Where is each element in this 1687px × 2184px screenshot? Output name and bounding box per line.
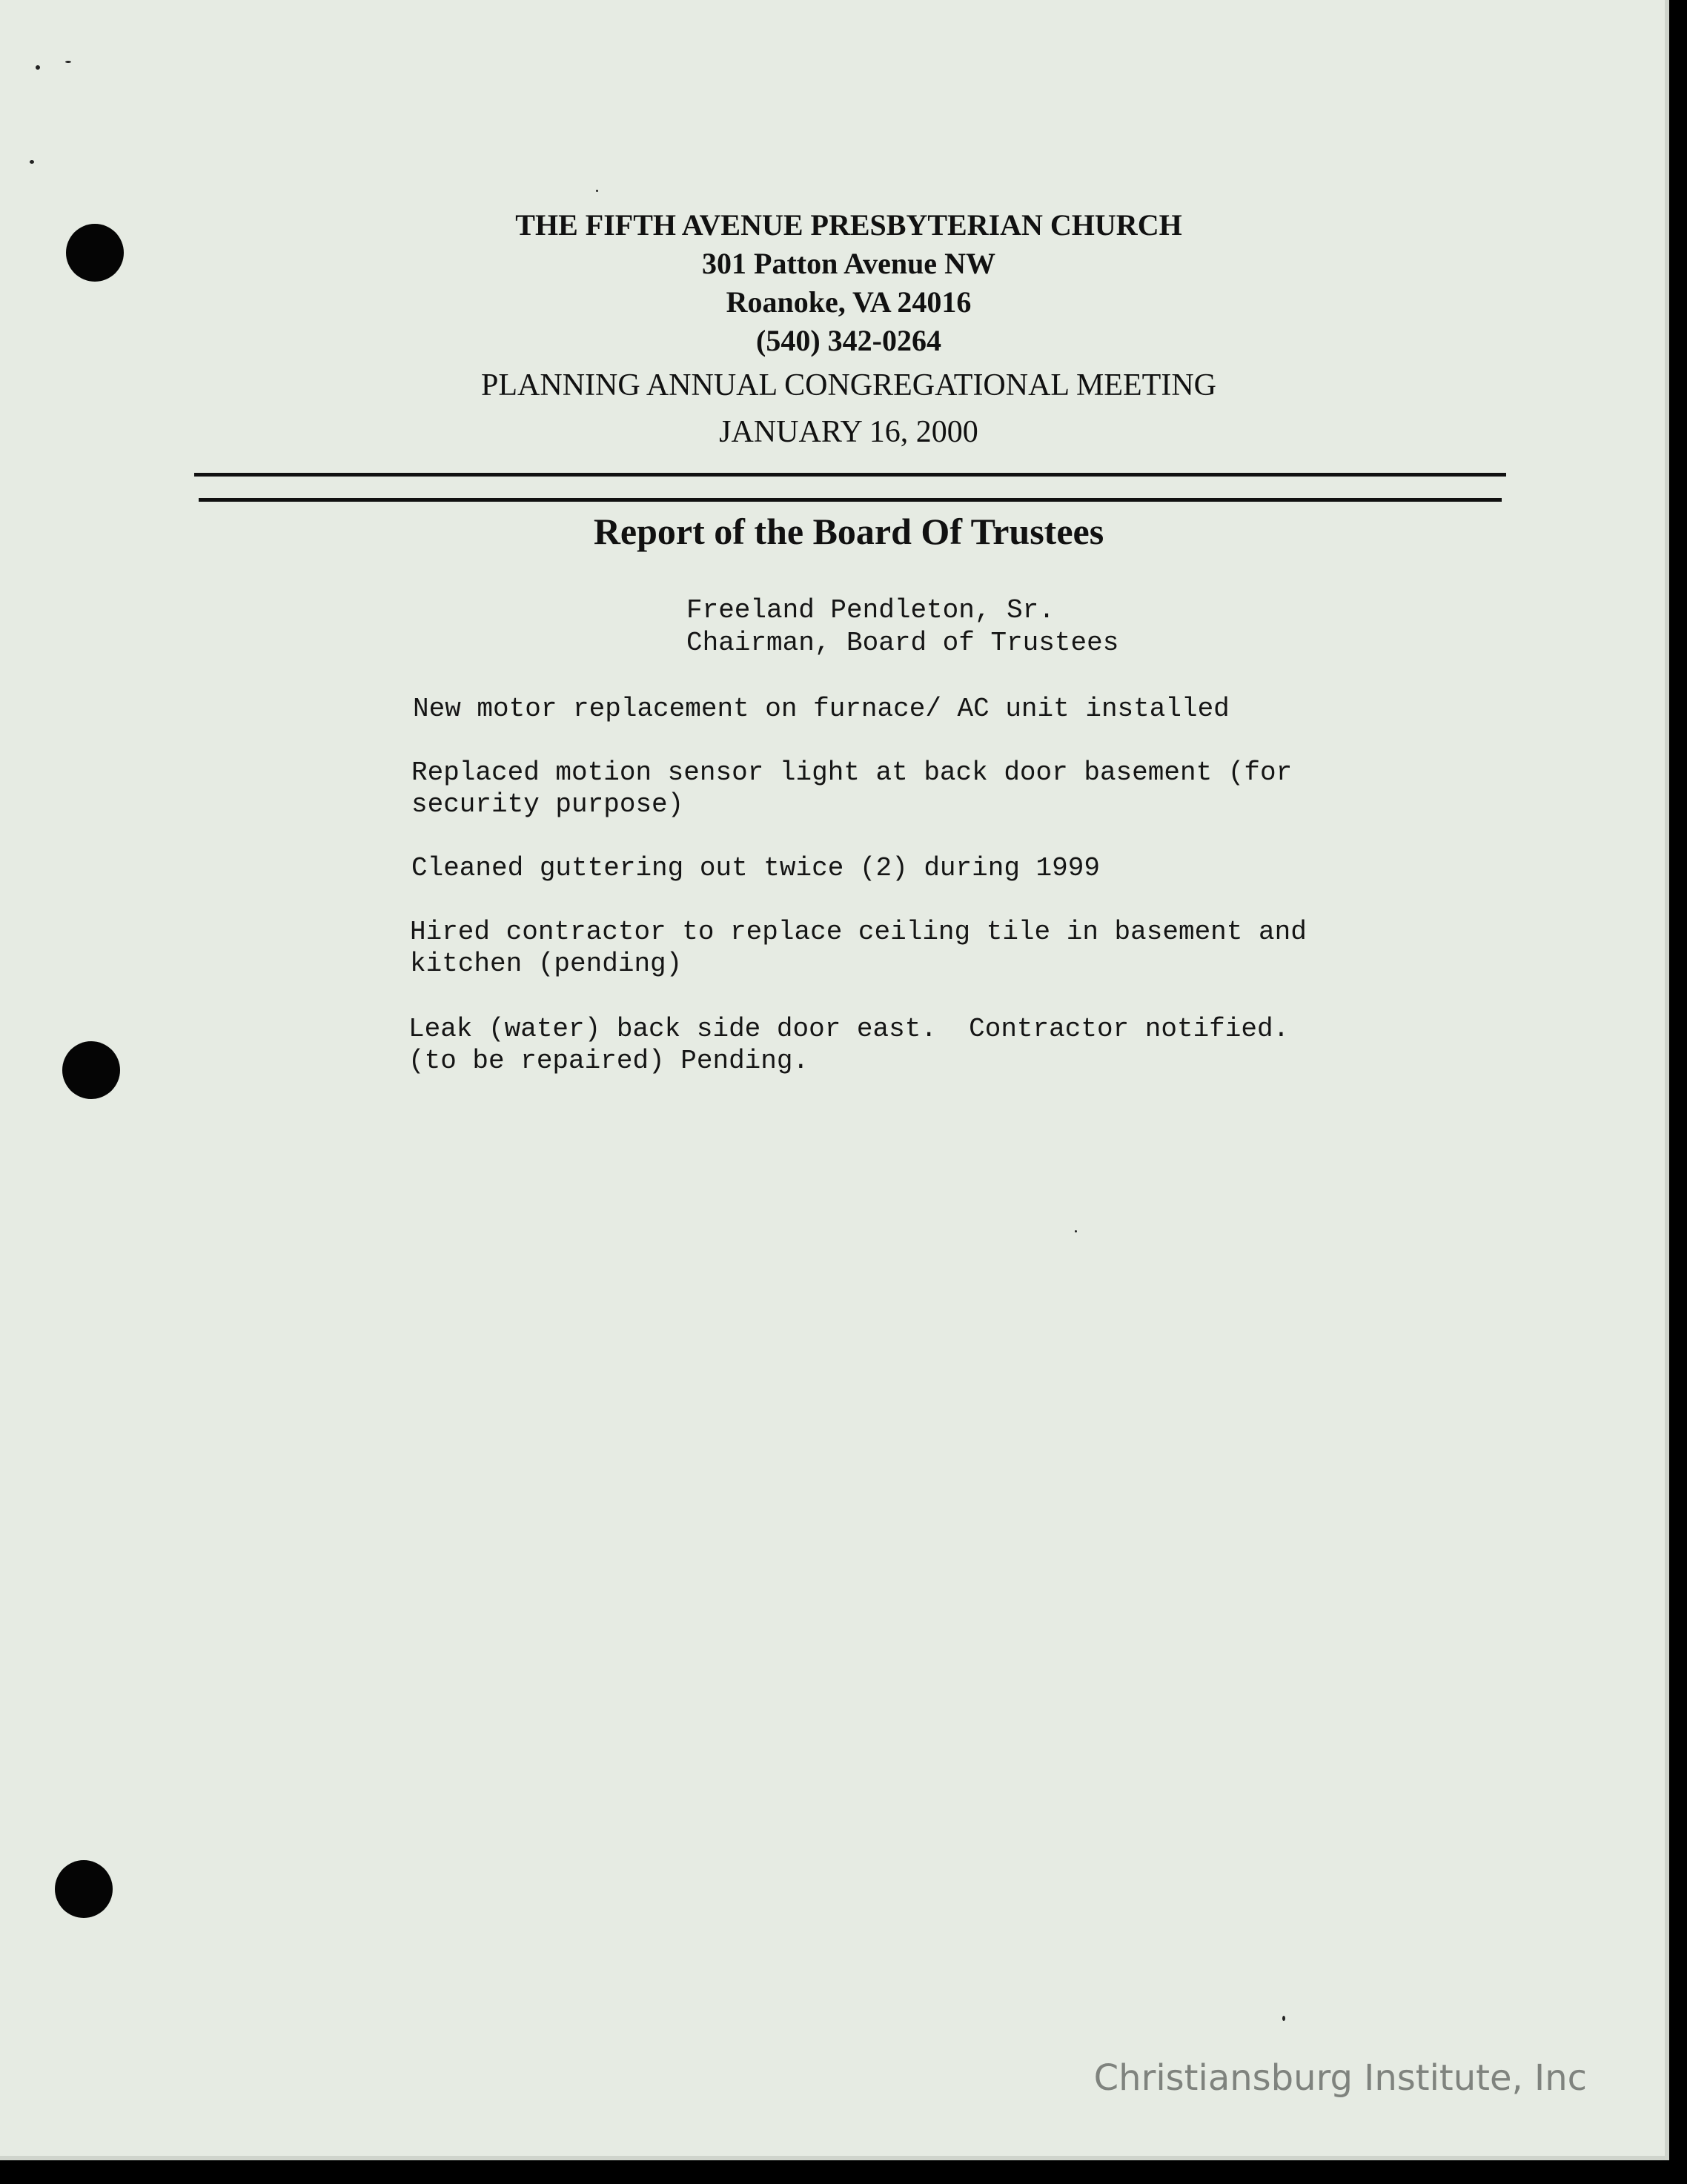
author-role: Chairman, Board of Trustees	[686, 628, 1119, 658]
speck	[1282, 2016, 1285, 2021]
speck	[36, 65, 40, 70]
header-rule-bottom	[199, 498, 1502, 502]
punch-hole-top	[66, 224, 124, 282]
report-item-line: New motor replacement on furnace/ AC unit installed	[413, 694, 1230, 724]
header-rule-top	[194, 473, 1506, 477]
speck	[65, 61, 71, 63]
report-item-line: Leak (water) back side door east. Contractor notified.	[408, 1014, 1290, 1044]
report-item-line: Cleaned guttering out twice (2) during 1999	[411, 853, 1100, 883]
meeting-date: JANUARY 16, 2000	[719, 415, 978, 449]
report-item-line: kitchen (pending)	[410, 949, 683, 979]
church-street: 301 Patton Avenue NW	[702, 247, 995, 280]
report-item-line: Replaced motion sensor light at back door basement (for	[411, 757, 1293, 788]
speck	[30, 160, 34, 164]
church-phone: (540) 342-0264	[756, 324, 941, 357]
author-name: Freeland Pendleton, Sr.	[686, 595, 1055, 625]
archive-watermark: Christiansburg Institute, Inc	[1093, 2057, 1587, 2099]
report-item-line: Hired contractor to replace ceiling tile in basement and	[410, 917, 1307, 947]
church-name: THE FIFTH AVENUE PRESBYTERIAN CHURCH	[515, 208, 1182, 242]
report-title: Report of the Board Of Trustees	[593, 511, 1104, 552]
church-city: Roanoke, VA 24016	[726, 285, 972, 319]
meeting-title: PLANNING ANNUAL CONGREGATIONAL MEETING	[481, 368, 1216, 402]
speck	[596, 190, 598, 192]
report-item-line: security purpose)	[411, 789, 684, 820]
punch-hole-middle	[62, 1041, 120, 1099]
speck	[1075, 1230, 1077, 1232]
letterhead	[296, 206, 1401, 454]
report-item-line: (to be repaired) Pending.	[408, 1046, 809, 1076]
punch-hole-bottom	[55, 1860, 113, 1918]
